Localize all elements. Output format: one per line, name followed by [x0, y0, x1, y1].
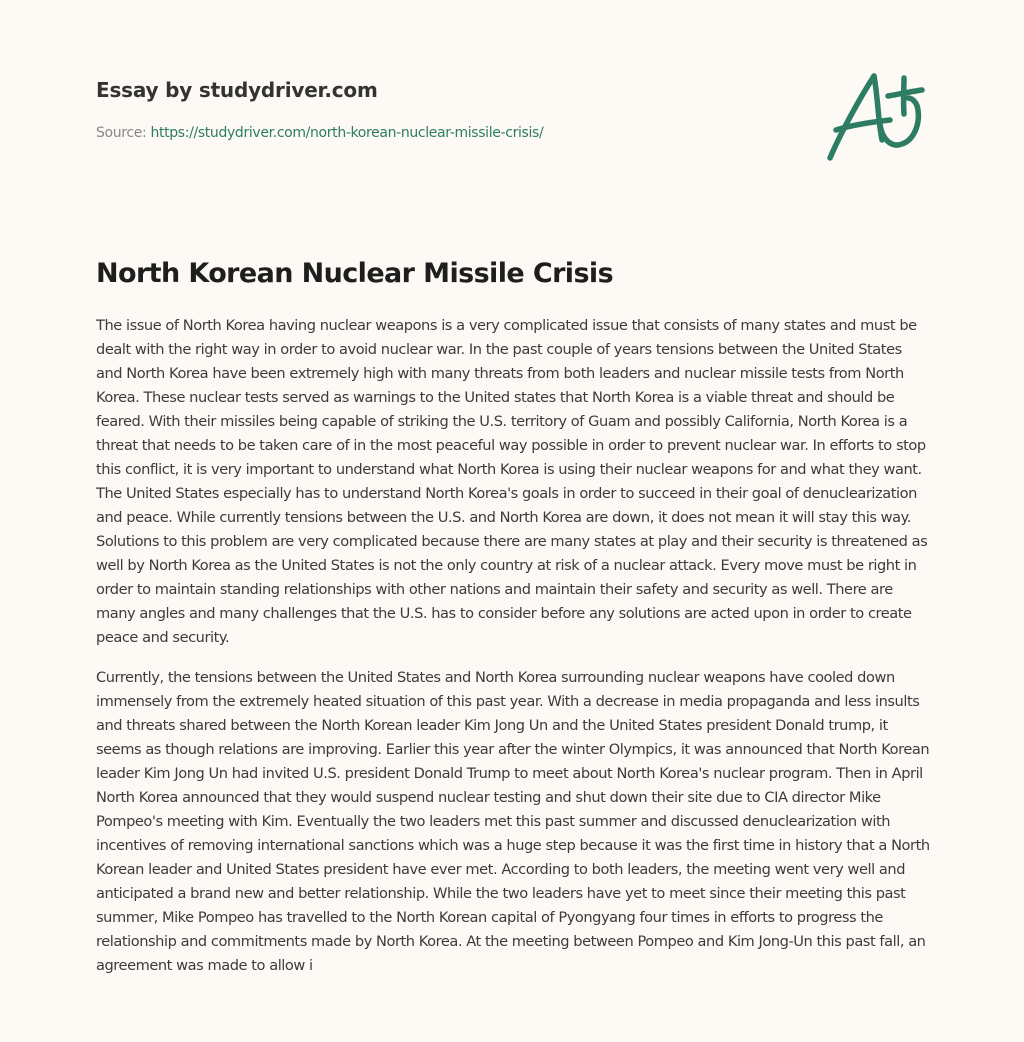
essay-body	[96, 314, 932, 994]
source-line	[96, 123, 936, 143]
essay-title: North Korean Nuclear Missile Crisis	[96, 258, 614, 289]
a-plus-grade-icon	[822, 68, 932, 164]
source-link[interactable]: https://studydriver.com/north-korean-nuclear-missile-crisis/	[150, 125, 544, 141]
source-label: Source:	[96, 125, 151, 141]
page-header	[96, 74, 936, 143]
essay-paragraph: Currently, the tensions between the United States and North Korea surrounding nuclear weapons have cooled down immensely from the extremely heated situation of this past year. With a decrease in media propaganda and less insults and threats shared between the North Korean leader Kim Jong Un and the United States president Donald trump, it seems as though relations are improving. Earlier this year after the winter Olympics, it was announced that North Korean leader Kim Jong Un had invited U.S. president Donald Trump to meet about North Korea's nuclear program. Then in April North Korea announced that they would suspend nuclear testing and shut down their site due to CIA director Mike Pompeo's meeting with Kim. Eventually the two leaders met this past summer and discussed denuclearization with incentives of removing international sanctions which was a huge step because it was the first time in history that a North Korean leader and United States president have ever met. According to both leaders, the meeting went very well and anticipated a brand new and better relationship. While the two leaders have yet to meet since their meeting this past summer, Mike Pompeo has travelled to the North Korean capital of Pyongyang four times in efforts to progress the relationship and commitments made by North Korea. At the meeting between Pompeo and Kim Jong-Un this past fall, an agreement was made to allow i	[96, 669, 930, 974]
essay-paragraph: The issue of North Korea having nuclear weapons is a very complicated issue that consists of many states and must be dealt with the right way in order to avoid nuclear war. In the past couple of years tensions between the United States and North Korea have been extremely high with many threats from both leaders and nuclear missile tests from North Korea. These nuclear tests served as warnings to the United states that North Korea is a viable threat and should be feared. With their missiles being capable of striking the U.S. territory of Guam and possibly California, North Korea is a threat that needs to be taken care of in the most peaceful way possible in order to prevent nuclear war. In efforts to stop this conflict, it is very important to understand what North Korea is using their nuclear weapons for and what they want. The United States especially has to understand North Korea's goals in order to succeed in their goal of denuclearization and peace. While currently tensions between the U.S. and North Korea are down, it does not mean it will stay this way. Solutions to this problem are very complicated because there are many states at play and their security is threatened as well by North Korea as the United States is not the only country at risk of a nuclear attack. Every move must be right in order to maintain standing relationships with other nations and maintain their safety and security as well. There are many angles and many challenges that the U.S. has to consider before any solutions are acted upon in order to create peace and security.	[96, 317, 928, 646]
site-title: Essay by studydriver.com	[96, 78, 378, 102]
